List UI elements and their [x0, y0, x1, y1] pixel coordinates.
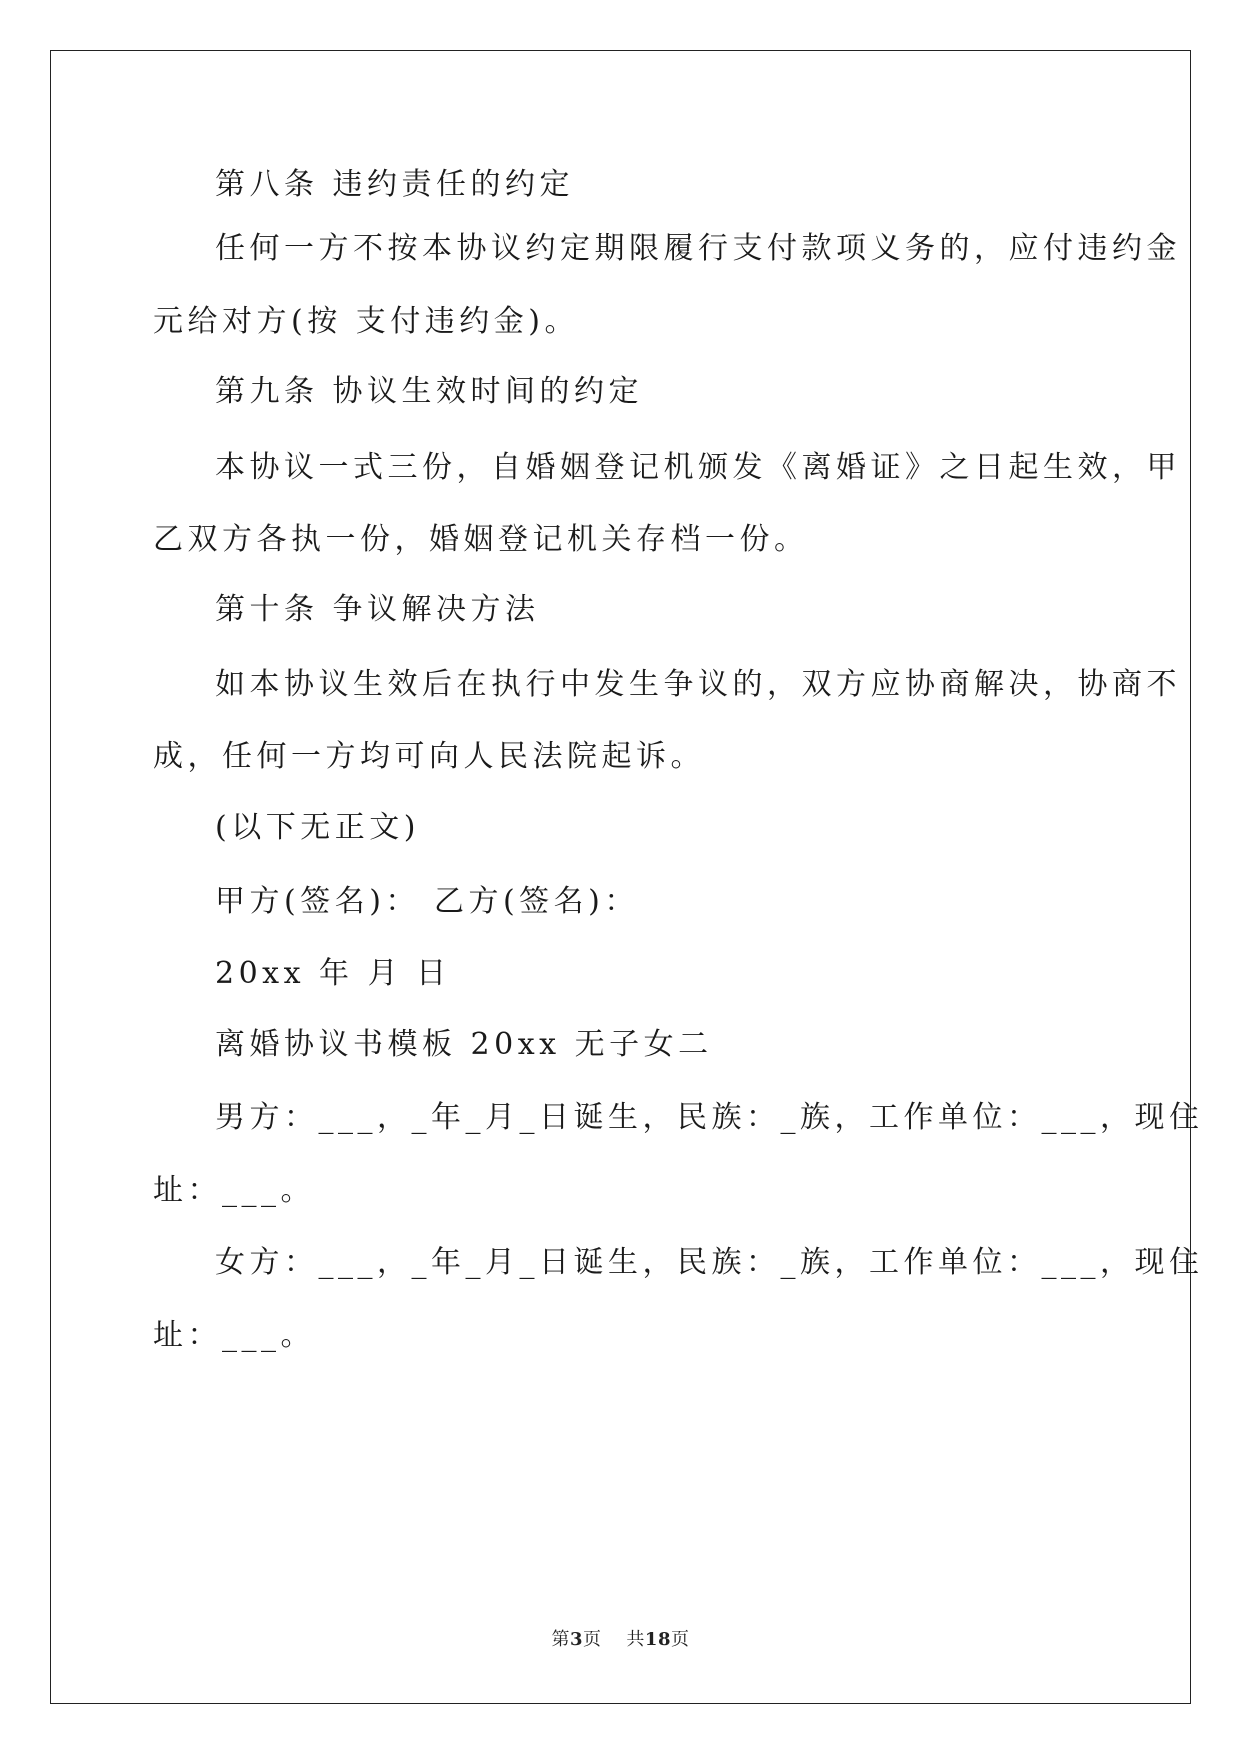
page-border — [50, 50, 1191, 1704]
article-10-text-line-1: 如本协议生效后在执行中发生争议的，双方应协商解决，协商不 — [215, 667, 1181, 702]
footer-total-suffix: 页 — [670, 1629, 690, 1650]
footer-page-suffix: 页 — [583, 1629, 602, 1650]
female-party-line-1: 女方：___，_年_月_日诞生，民族：_族，工作单位：___，现住 — [215, 1245, 1204, 1280]
article-10-text-line-2: 成，任何一方均可向人民法院起诉。 — [153, 739, 705, 774]
template-title: 离婚协议书模板 20xx 无子女二 — [215, 1027, 713, 1062]
no-further-text-note: (以下无正文) — [215, 810, 420, 845]
page-footer — [0, 1628, 1241, 1652]
article-10-heading: 第十条 争议解决方法 — [215, 592, 540, 627]
article-8-heading: 第八条 违约责任的约定 — [215, 167, 575, 202]
footer-total-prefix: 共 — [626, 1629, 645, 1650]
signature-line: 甲方(签名)： 乙方(签名)： — [215, 884, 639, 919]
article-9-text-line-2: 乙双方各执一份，婚姻登记机关存档一份。 — [153, 522, 809, 557]
date-line: 20xx 年 月 日 — [215, 956, 451, 991]
female-party-line-2: 址：___。 — [153, 1318, 315, 1353]
male-party-line-2: 址：___。 — [153, 1173, 315, 1208]
footer-total-pages: 18 — [644, 1629, 671, 1650]
male-party-line-1: 男方：___，_年_月_日诞生，民族：_族，工作单位：___，现住 — [215, 1100, 1204, 1135]
article-8-text-line-2: 元给对方(按 支付违约金)。 — [153, 304, 579, 339]
footer-page-number: 3 — [570, 1629, 584, 1650]
article-9-heading: 第九条 协议生效时间的约定 — [215, 374, 644, 409]
footer-prefix: 第 — [551, 1629, 570, 1650]
article-8-text-line-1: 任何一方不按本协议约定期限履行支付款项义务的，应付违约金 — [215, 231, 1181, 266]
article-9-text-line-1: 本协议一式三份，自婚姻登记机颁发《离婚证》之日起生效，甲 — [215, 450, 1181, 485]
